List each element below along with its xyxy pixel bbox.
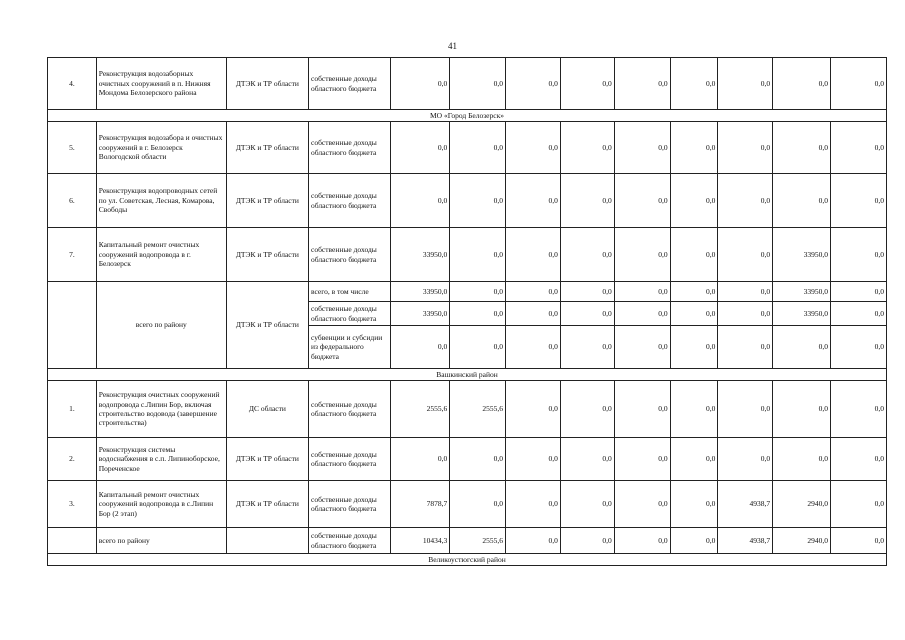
region-name: Вашкинский район xyxy=(48,369,887,381)
project-name: Реконструкция водозаборных очистных сооружений в п. Нижняя Мондома Белозерского района xyxy=(96,58,226,110)
value-cell: 0,0 xyxy=(614,326,670,369)
value-cell: 0,0 xyxy=(773,381,831,438)
value-cell: 0,0 xyxy=(450,122,506,174)
value-cell: 0,0 xyxy=(718,381,773,438)
value-cell: 0,0 xyxy=(391,174,450,228)
value-cell: 0,0 xyxy=(614,381,670,438)
value-cell: 0,0 xyxy=(670,381,718,438)
row-number: 4. xyxy=(48,58,97,110)
value-cell: 0,0 xyxy=(831,228,887,282)
table-row xyxy=(48,438,887,481)
value-cell: 0,0 xyxy=(391,438,450,481)
value-cell: 0,0 xyxy=(614,528,670,554)
region-name: МО «Город Белозерск» xyxy=(48,110,887,122)
row-number: 5. xyxy=(48,122,97,174)
value-cell: 0,0 xyxy=(560,326,614,369)
value-cell: 0,0 xyxy=(450,282,506,302)
funding-source: собственные доходы областного бюджета xyxy=(309,302,391,326)
value-cell: 0,0 xyxy=(670,528,718,554)
value-cell: 0,0 xyxy=(614,481,670,528)
total-label: всего по району xyxy=(96,282,226,369)
value-cell: 33950,0 xyxy=(773,282,831,302)
value-cell: 10434,3 xyxy=(391,528,450,554)
value-cell: 0,0 xyxy=(831,381,887,438)
value-cell: 4938,7 xyxy=(718,481,773,528)
value-cell: 2940,0 xyxy=(773,528,831,554)
value-cell: 0,0 xyxy=(614,302,670,326)
region-name: Великоустюгский район xyxy=(48,554,887,566)
value-cell: 33950,0 xyxy=(391,228,450,282)
value-cell: 0,0 xyxy=(560,528,614,554)
value-cell: 0,0 xyxy=(670,326,718,369)
value-cell: 0,0 xyxy=(718,282,773,302)
value-cell: 2555,6 xyxy=(450,528,506,554)
table-row xyxy=(48,282,887,302)
value-cell: 0,0 xyxy=(670,228,718,282)
value-cell: 0,0 xyxy=(614,58,670,110)
value-cell: 0,0 xyxy=(831,174,887,228)
budget-table xyxy=(47,57,887,566)
value-cell: 0,0 xyxy=(614,438,670,481)
value-cell: 0,0 xyxy=(670,438,718,481)
row-number: 3. xyxy=(48,481,97,528)
value-cell: 0,0 xyxy=(450,438,506,481)
responsible-org xyxy=(226,528,308,554)
value-cell: 0,0 xyxy=(506,282,561,302)
value-cell: 0,0 xyxy=(831,122,887,174)
funding-source: собственные доходы областного бюджета xyxy=(309,58,391,110)
funding-source: собственные доходы областного бюджета xyxy=(309,174,391,228)
value-cell: 0,0 xyxy=(773,438,831,481)
value-cell: 0,0 xyxy=(560,381,614,438)
value-cell: 33950,0 xyxy=(773,228,831,282)
value-cell: 0,0 xyxy=(670,302,718,326)
value-cell: 4938,7 xyxy=(718,528,773,554)
value-cell: 2555,6 xyxy=(391,381,450,438)
value-cell: 0,0 xyxy=(506,481,561,528)
value-cell: 0,0 xyxy=(450,174,506,228)
responsible-org: ДТЭК и ТР области xyxy=(226,174,308,228)
value-cell: 0,0 xyxy=(831,438,887,481)
value-cell: 2940,0 xyxy=(773,481,831,528)
value-cell: 0,0 xyxy=(670,122,718,174)
value-cell: 0,0 xyxy=(614,174,670,228)
value-cell: 33950,0 xyxy=(391,302,450,326)
funding-source: собственные доходы областного бюджета xyxy=(309,528,391,554)
region-header-row xyxy=(48,110,887,122)
project-name: Реконструкция системы водоснабжения в с.п. Липиноборское, Пореченское xyxy=(96,438,226,481)
value-cell: 0,0 xyxy=(614,282,670,302)
table-row xyxy=(48,174,887,228)
region-header-row xyxy=(48,554,887,566)
page-number: 41 xyxy=(448,41,457,51)
value-cell: 0,0 xyxy=(670,282,718,302)
project-name: Реконструкция очистных сооружений водопровода с.Липин Бор, включая строительство водовода (завершение строительства) xyxy=(96,381,226,438)
value-cell: 0,0 xyxy=(773,122,831,174)
table-row xyxy=(48,481,887,528)
value-cell: 0,0 xyxy=(831,58,887,110)
value-cell: 0,0 xyxy=(773,174,831,228)
value-cell: 33950,0 xyxy=(391,282,450,302)
value-cell: 0,0 xyxy=(506,528,561,554)
value-cell: 0,0 xyxy=(773,326,831,369)
row-number: 2. xyxy=(48,438,97,481)
value-cell: 0,0 xyxy=(391,58,450,110)
value-cell: 0,0 xyxy=(560,282,614,302)
value-cell: 0,0 xyxy=(506,302,561,326)
value-cell: 0,0 xyxy=(614,228,670,282)
value-cell: 0,0 xyxy=(560,481,614,528)
value-cell: 0,0 xyxy=(831,282,887,302)
table-row xyxy=(48,228,887,282)
value-cell: 0,0 xyxy=(560,302,614,326)
value-cell: 0,0 xyxy=(614,122,670,174)
region-header-row xyxy=(48,369,887,381)
value-cell: 0,0 xyxy=(560,174,614,228)
table-row xyxy=(48,381,887,438)
value-cell: 0,0 xyxy=(450,228,506,282)
responsible-org: ДТЭК и ТР области xyxy=(226,438,308,481)
funding-source: собственные доходы областного бюджета xyxy=(309,481,391,528)
value-cell: 0,0 xyxy=(718,58,773,110)
row-number: 7. xyxy=(48,228,97,282)
value-cell: 0,0 xyxy=(831,528,887,554)
responsible-org: ДТЭК и ТР области xyxy=(226,282,308,369)
funding-source: всего, в том числе xyxy=(309,282,391,302)
value-cell: 0,0 xyxy=(773,58,831,110)
value-cell: 0,0 xyxy=(506,438,561,481)
value-cell: 0,0 xyxy=(718,228,773,282)
value-cell: 0,0 xyxy=(450,58,506,110)
funding-source: собственные доходы областного бюджета xyxy=(309,122,391,174)
value-cell: 0,0 xyxy=(670,174,718,228)
responsible-org: ДТЭК и ТР области xyxy=(226,58,308,110)
value-cell: 0,0 xyxy=(506,58,561,110)
value-cell: 0,0 xyxy=(831,481,887,528)
value-cell: 0,0 xyxy=(506,381,561,438)
value-cell: 0,0 xyxy=(506,326,561,369)
value-cell: 0,0 xyxy=(506,122,561,174)
funding-source: собственные доходы областного бюджета xyxy=(309,438,391,481)
value-cell: 0,0 xyxy=(391,122,450,174)
value-cell: 0,0 xyxy=(718,326,773,369)
responsible-org: ДТЭК и ТР области xyxy=(226,481,308,528)
project-name: всего по району xyxy=(96,528,226,554)
project-name: Реконструкция водозабора и очистных сооружений в г. Белозерск Вологодской области xyxy=(96,122,226,174)
value-cell: 0,0 xyxy=(670,58,718,110)
row-number xyxy=(48,528,97,554)
value-cell: 0,0 xyxy=(450,481,506,528)
value-cell: 0,0 xyxy=(506,174,561,228)
table-row xyxy=(48,58,887,110)
value-cell: 0,0 xyxy=(718,174,773,228)
value-cell: 0,0 xyxy=(560,438,614,481)
row-number: 6. xyxy=(48,174,97,228)
value-cell: 0,0 xyxy=(506,228,561,282)
project-name: Капитальный ремонт очистных сооружений водопровода в г. Белозерск xyxy=(96,228,226,282)
value-cell: 2555,6 xyxy=(450,381,506,438)
funding-source: субвенции и субсидии из федерального бюджета xyxy=(309,326,391,369)
value-cell: 0,0 xyxy=(831,326,887,369)
value-cell: 0,0 xyxy=(718,122,773,174)
funding-source: собственные доходы областного бюджета xyxy=(309,381,391,438)
value-cell: 7878,7 xyxy=(391,481,450,528)
value-cell: 0,0 xyxy=(391,326,450,369)
funding-source: собственные доходы областного бюджета xyxy=(309,228,391,282)
table-row xyxy=(48,122,887,174)
row-number: 1. xyxy=(48,381,97,438)
value-cell: 0,0 xyxy=(450,302,506,326)
table-row xyxy=(48,528,887,554)
responsible-org: ДТЭК и ТР области xyxy=(226,228,308,282)
value-cell: 33950,0 xyxy=(773,302,831,326)
value-cell: 0,0 xyxy=(560,58,614,110)
row-number xyxy=(48,282,97,369)
responsible-org: ДТЭК и ТР области xyxy=(226,122,308,174)
value-cell: 0,0 xyxy=(718,302,773,326)
value-cell: 0,0 xyxy=(670,481,718,528)
value-cell: 0,0 xyxy=(718,438,773,481)
value-cell: 0,0 xyxy=(450,326,506,369)
value-cell: 0,0 xyxy=(831,302,887,326)
project-name: Реконструкция водопроводных сетей по ул. Советская, Лесная, Комарова, Свободы xyxy=(96,174,226,228)
project-name: Капитальный ремонт очистных сооружений водопровода в с.Липин Бор (2 этап) xyxy=(96,481,226,528)
value-cell: 0,0 xyxy=(560,122,614,174)
responsible-org: ДС области xyxy=(226,381,308,438)
value-cell: 0,0 xyxy=(560,228,614,282)
